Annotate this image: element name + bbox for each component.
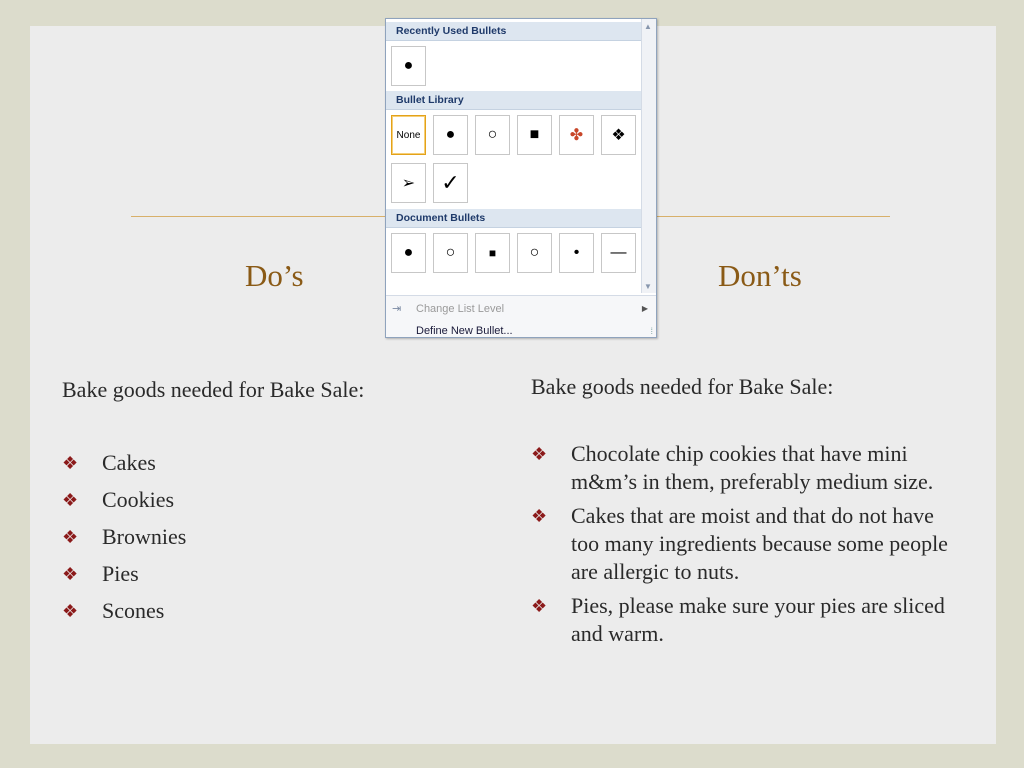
bullet-option-square[interactable]: ■ <box>475 233 510 273</box>
resize-grip-icon[interactable]: ⁞ <box>650 326 653 336</box>
list-item[interactable]: ❖ Brownies <box>62 524 187 549</box>
diamond-bullet-icon: ❖ <box>62 490 79 510</box>
change-list-level-item[interactable]: Change List Level <box>416 303 505 315</box>
right-bullet-list[interactable] <box>531 440 951 648</box>
right-heading[interactable]: Don’ts <box>718 258 802 293</box>
document-bullets-header: Document Bullets <box>386 209 641 228</box>
bullet-option-star-cluster[interactable]: ✤ <box>559 115 594 155</box>
gallery-scrollbar[interactable] <box>641 19 656 293</box>
gallery-footer <box>386 295 656 338</box>
list-item[interactable]: ❖ Chocolate chip cookies that have mini m&m’s in them, preferably medium size. <box>531 441 934 494</box>
bullet-library-header: Bullet Library <box>386 91 641 110</box>
bullet-option-arrowhead[interactable]: ➢ <box>391 163 426 203</box>
bullet-option-hollow-circle[interactable]: ○ <box>517 233 552 273</box>
left-intro[interactable]: Bake goods needed for Bake Sale: <box>62 377 365 402</box>
left-bullet-list[interactable] <box>62 449 382 625</box>
bullet-option-diamond[interactable]: ❖ <box>601 115 636 155</box>
recently-used-header: Recently Used Bullets <box>386 22 641 41</box>
diamond-bullet-icon: ❖ <box>62 564 79 584</box>
submenu-arrow-icon: ▶ <box>641 304 648 313</box>
bullet-gallery-dropdown[interactable] <box>385 18 657 338</box>
bullet-option-hollow-circle[interactable]: ○ <box>433 233 468 273</box>
list-level-icon: ⇥ <box>392 303 402 315</box>
bullet-option-filled-circle[interactable]: ● <box>391 46 426 86</box>
bullet-option-dash[interactable]: — <box>601 233 636 273</box>
left-heading[interactable]: Do’s <box>245 258 304 293</box>
right-intro[interactable]: Bake goods needed for Bake Sale: <box>531 374 834 399</box>
left-rule <box>131 216 386 217</box>
bullet-option-hollow-circle[interactable]: ○ <box>475 115 510 155</box>
list-item[interactable]: ❖ Cakes <box>62 450 156 475</box>
scroll-down-icon[interactable]: ▼ <box>644 282 652 291</box>
bullet-option-small-dot[interactable]: • <box>559 233 594 273</box>
diamond-bullet-icon: ❖ <box>531 596 548 616</box>
list-item[interactable]: ❖ Cakes that are moist and that do not have too many ingredients because some people are allergic to nuts. <box>531 503 948 584</box>
list-item[interactable]: ❖ Scones <box>62 598 165 623</box>
scroll-up-icon[interactable]: ▲ <box>644 22 652 31</box>
bullet-option-none[interactable]: None <box>391 115 426 155</box>
define-new-bullet-item[interactable]: Define New Bullet... <box>416 325 513 337</box>
diamond-bullet-icon: ❖ <box>62 453 79 473</box>
diamond-bullet-icon: ❖ <box>531 506 548 526</box>
list-item[interactable]: ❖ Pies, please make sure your pies are sliced and warm. <box>531 593 945 646</box>
bullet-option-square[interactable]: ■ <box>517 115 552 155</box>
bullet-option-filled-circle[interactable]: ● <box>433 115 468 155</box>
list-item[interactable]: ❖ Cookies <box>62 487 175 512</box>
diamond-bullet-icon: ❖ <box>62 601 79 621</box>
diamond-bullet-icon: ❖ <box>62 527 79 547</box>
bullet-option-filled-circle[interactable]: ● <box>391 233 426 273</box>
right-rule <box>656 216 890 217</box>
bullet-option-checkmark[interactable]: ✓ <box>433 163 468 203</box>
diamond-bullet-icon: ❖ <box>531 444 548 464</box>
list-item[interactable]: ❖ Pies <box>62 561 139 586</box>
